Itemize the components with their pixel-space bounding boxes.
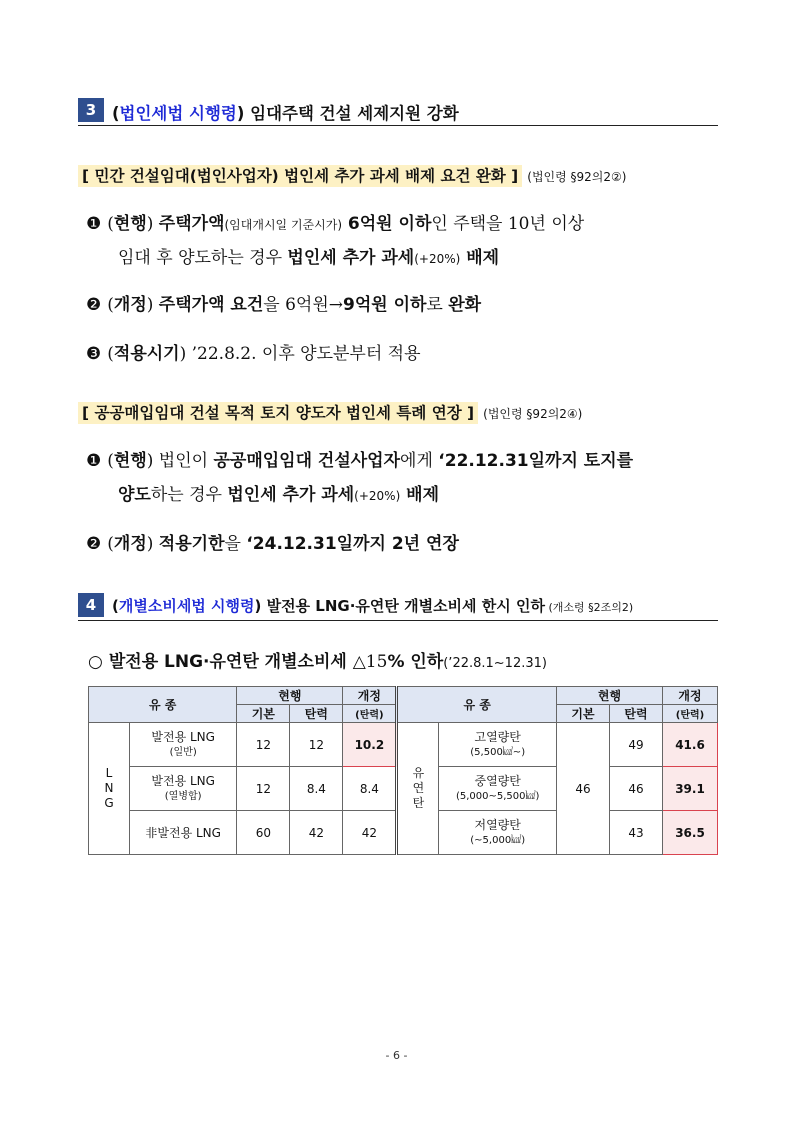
highlight-cell: 39.1 [663,767,718,811]
header-flex-new: (탄력) [663,705,718,723]
item-current-line2: 임대 후 양도하는 경우 법인세 추가 과세(+20%) 배제 [118,248,500,268]
subheading-public-rental: [ 공공매입임대 건설 목적 토지 양도자 법인세 특례 연장 ] (법인령 §92의2④) [78,401,582,423]
item-current-2: ❶ (현행) 법인이 공공매입임대 건설사업자에게 ‘22.12.31일까지 토지를 [86,451,634,471]
table-row: 非발전용 LNG 60 42 42 저열량탄 (~5,000㎉) 43 36.5 [89,811,718,855]
page-number: - 6 - [385,1049,408,1062]
item-current-2-line2: 양도하는 경우 법인세 추가 과세(+20%) 배제 [118,485,440,505]
header-flex: 탄력 [610,705,663,723]
highlight-cell: 10.2 [343,723,397,767]
subheading-private-rental: [ 민간 건설임대(법인사업자) 법인세 추가 과세 배제 요건 완화 ] (법인령 §92의2②) [78,164,626,186]
coal-label: 유 연 탄 [397,723,439,855]
header-current: 현행 [557,687,663,705]
item-effective-date: ❸ (적용시기) ’22.8.2. 이후 양도분부터 적용 [86,344,421,364]
section-number: 4 [78,593,104,617]
bullet-lng-coal: ○ 발전용 LNG·유연탄 개별소비세 △15% 인하(’22.8.1~12.31) [88,652,547,672]
header-new: 개정 [343,687,397,705]
lng-label: L N G [89,723,130,855]
header-flex-new: (탄력) [343,705,397,723]
section-title: (법인세법 시행령) 임대주택 건설 세제지원 강화 [112,104,459,123]
section-3-header [78,97,718,126]
header-base: 기본 [237,705,290,723]
header-type: 유 종 [89,687,237,723]
highlight-cell: 36.5 [663,811,718,855]
section-title: (개별소비세법 시행령) 발전용 LNG·유연탄 개별소비세 한시 인하 (개소령 §2조의2) [112,597,634,615]
section-4-header [78,592,718,621]
header-new: 개정 [663,687,718,705]
item-revision-2: ❷ (개정) 적용기한을 ‘24.12.31일까지 2년 연장 [86,534,459,554]
table-row: L N G 발전용 LNG (일반) 12 12 10.2 유 연 탄 고열량탄 (5,500㎉~) 46 49 41.6 [89,723,718,767]
tax-rate-table [88,686,718,855]
item-current: ❶ (현행) 주택가액(임대개시일 기준시가) 6억원 이하인 주택을 10년 이상 [86,214,585,234]
header-base: 기본 [557,705,610,723]
header-current: 현행 [237,687,343,705]
header-flex: 탄력 [290,705,343,723]
highlight-cell: 41.6 [663,723,718,767]
table-row: 발전용 LNG (열병합) 12 8.4 8.4 중열량탄 (5,000~5,500㎉) 46 39.1 [89,767,718,811]
header-type: 유 종 [397,687,557,723]
item-revision: ❷ (개정) 주택가액 요건을 6억원→9억원 이하로 완화 [86,295,482,315]
section-number: 3 [78,98,104,122]
